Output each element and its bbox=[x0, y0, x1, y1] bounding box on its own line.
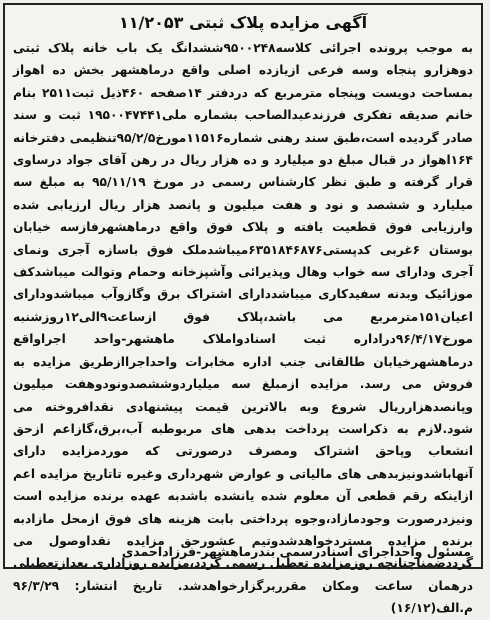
notice-signature: مسئول واحداجرای اسنادرسمی بندرماهشهر-فرزاداحمدی bbox=[121, 544, 471, 559]
notice-body: به موجب پرونده اجرائی کلاسه۹۵۰۰۲۴۸ششدانگ یک باب خانه پلاک ثبتی دوهزارو پنجاه وسه فرعی ازیازده اصلی واقع درماهشهر بخش ده اهواز بمساحت دویست وپنجاه مترمربع که دردفتر ۱۴صفحه ۴۶۰ذیل ثبت۲۵۱۱ بنام خانم صدیقه تفکری فرزندعبدالصاحب بشماره ملی۱۹۵۰۰۴۷۴۴۱ ثبت و سند صادر گردیده است،طبق سند رهنی شماره۱۱۵۱۶مورخ۹۵/۲/۵تنظیمی دفترخانه ۱۶۴اهواز در قبال مبلغ دو میلیارد و ده هزار ریال در رهن آقای جواد درساوی قرار گرفته و طبق نظر کارشناس رسمی در مورخ ۹۵/۱۱/۱۹ به مبلغ سه میلیارد و ششصد و نود و هفت میلیون و پانصد هزار ریال ارزیابی شده وارزیابی فوق قطعیت یافته و پلاک فوق واقع درماهشهرفازسه خیابان بوستان ۶غربی کدپستی۶۳۵۱۸۴۶۸۷۶میباشدملک فوق باسازه آجری ونمای آجری ودارای سه خواب وهال وپذیرائی وآشپزخانه وحمام وتوالت میباشدکف موزائیک وبدنه سفیدکاری میباشددارای اشتراک برق وگازوآب میباشدودارای اعیان۱۵۱مترمربع می باشد،پلاک فوق ازساعت۹الی۱۲روزشنبه مورخ۹۶/۴/۱۷دراداره ثبت اسنادواملاک ماهشهر-واحد اجراواقع درماهشهرخیابان طالقانی جنب اداره مخابرات واحداجراازطریق مزایده به فروش می رسد. مزایده ازمبلغ سه میلیاردوششصدونودوهفت میلیون وپانصدهزارریال شروع وبه بالاترین قیمت پیشنهادی نقدافروخته می شود.لازم به ذکراست پرداخت بدهی های مربوطبه آب،برق،گازاعم ازحق انشعاب وپاحق اشتراک ومصرف درصورتی که موردمزایده دارای آنهاباشدونیزبدهی های مالیاتی و عوارض شهرداری وغیره تاتاریخ مزایده اعم ازاینکه رقم قطعی آن معلوم شده یانشده باشدبه عهده برنده مزایده است ونیزدرصورت وجودمازاد،وجوه پرداختی بابت هزینه های فوق ازمحل مازادبه برنده مزایده مستردخواهدشدوتیم عشورحق مزایده نقداوصول می گرددضمناچنانچه روزمزایده تعطیل رسمی گردد،مزایده روزاداری بعدازتعطیلی درهمان ساعت ومکان مقرربرگزارخواهدشد. تاریخ انتشار: ۹۶/۳/۲۹ م.الف(۱۶/۱۲) bbox=[13, 41, 474, 616]
auction-notice bbox=[3, 3, 483, 616]
notice-title: آگهی مزایده پلاک ثبتی ۱۱/۲۰۵۳ bbox=[118, 13, 368, 32]
